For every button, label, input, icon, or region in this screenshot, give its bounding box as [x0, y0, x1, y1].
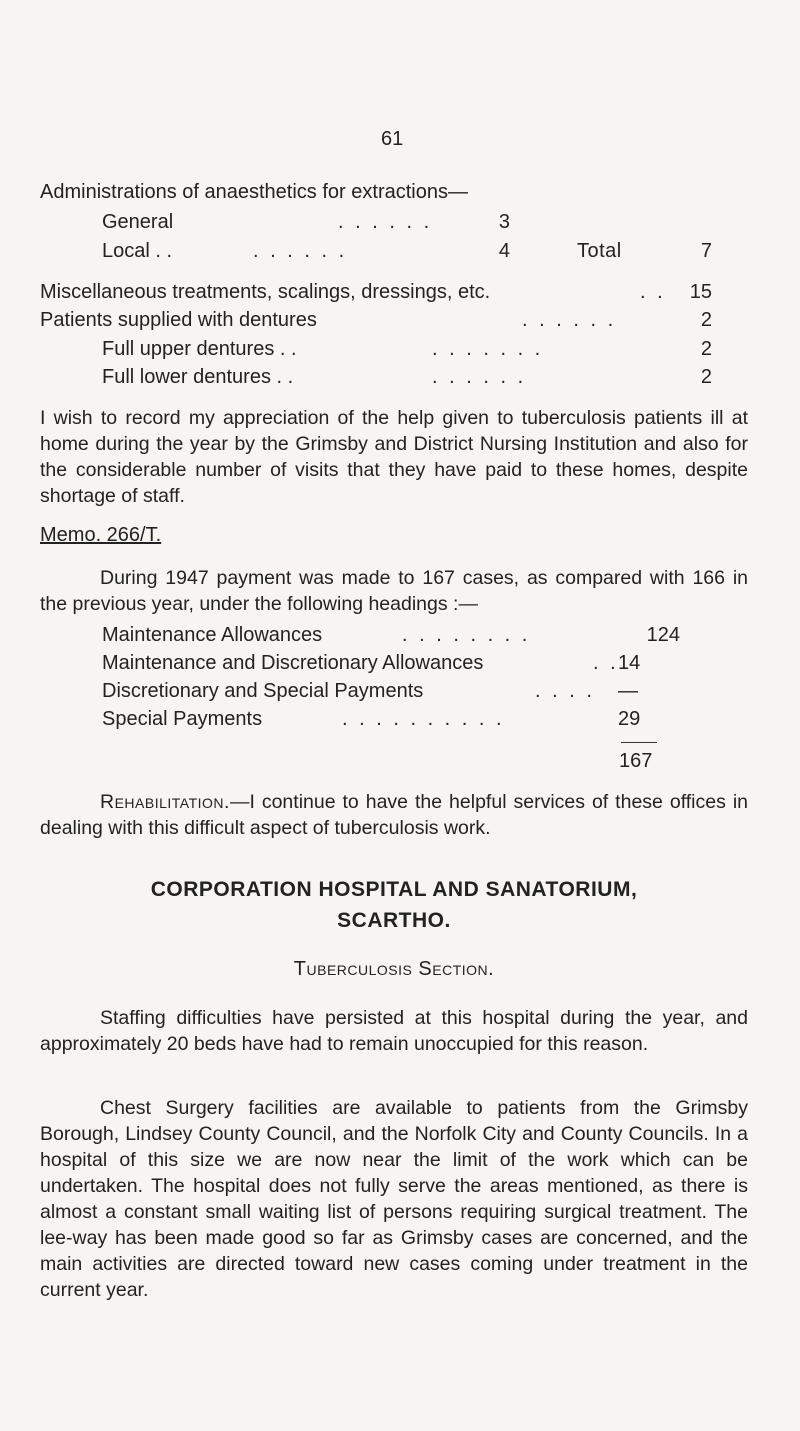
treatment-value: 2: [700, 338, 712, 360]
rehabilitation-paragraph: [40, 789, 748, 841]
total-label: Total: [577, 240, 622, 262]
treatment-dots: . . . . . . .: [432, 338, 544, 360]
treatment-value: 15: [689, 281, 712, 303]
memo-row-dots: . .: [593, 652, 619, 674]
memo-row-dots: . . . . . . . . . .: [342, 708, 505, 730]
hospital-title: CORPORATION HOSPITAL AND SANATORIUM,: [150, 878, 638, 901]
memo-row-label: Discretionary and Special Payments: [102, 680, 424, 702]
local-value: 4: [498, 240, 510, 262]
treatment-label: Patients supplied with dentures: [40, 309, 317, 331]
memo-title: Memo. 266/T.: [40, 524, 162, 546]
page-number: 61: [381, 128, 404, 150]
memo-row-value: —: [618, 680, 638, 702]
treatment-dots: . .: [640, 281, 666, 303]
memo-total: 167: [619, 750, 653, 772]
surgery-paragraph: Chest Surgery facilities are available to patients from the Grimsby Borough, Lindsey County Council, and the Norfolk City and County Councils. In a hospital of this size we are now near the limit of the work which can be undertaken. The hospital does not fully serve the areas mentioned, as there is almost a constant small waiting list of persons requiring surgical treatment. The lee-way has been made good so far as Grimsby cases are concerned, and the main activities are directed toward new cases coming under treatment in the current year.: [40, 1097, 748, 1301]
treatment-dots: . . . . . .: [522, 309, 617, 331]
treatment-value: 2: [700, 309, 712, 331]
local-dots: . . . . . .: [253, 240, 348, 262]
hospital-subtitle: SCARTHO.: [337, 909, 451, 932]
memo-row-value: 14: [618, 652, 641, 674]
memo-row-value: 29: [618, 708, 641, 730]
anaesthetics-heading: Administrations of anaesthetics for extractions—: [40, 181, 468, 203]
general-dots: . . . . . .: [338, 211, 433, 233]
total-rule: [621, 742, 657, 743]
rehabilitation-text: —I continue to have the helpful services of these offices in dealing with this difficult aspect of tuberculosis work.: [40, 791, 748, 839]
nursing-paragraph: I wish to record my appreciation of the help given to tuberculosis patients ill at home during the year by the Grimsby and District Nursing Institution and also for the considerable number of visits that they have paid to these homes, despite shortage of staff.: [40, 407, 748, 507]
local-label: Local . .: [102, 240, 173, 262]
memo-row-label: Maintenance Allowances: [102, 624, 323, 646]
treatment-value: 2: [700, 366, 712, 388]
treatment-label: Full upper dentures . .: [102, 338, 297, 360]
section-heading: Tuberculosis Section.: [293, 958, 495, 980]
treatment-dots: . . . . . .: [432, 366, 527, 388]
treatment-label: Full lower dentures . .: [102, 366, 294, 388]
treatment-label: Miscellaneous treatments, scalings, dressings, etc.: [40, 281, 491, 303]
memo-row-dots: . . . . . . . .: [402, 624, 531, 646]
memo-row-dots: . . . .: [535, 680, 595, 702]
memo-intro: During 1947 payment was made to 167 cases, as compared with 166 in the previous year, under the following headings :—: [40, 567, 748, 615]
memo-row-label: Special Payments: [102, 708, 263, 730]
staffing-paragraph: Staffing difficulties have persisted at this hospital during the year, and approximately 20 beds have had to remain unoccupied for this reason.: [40, 1007, 748, 1055]
general-label: General: [102, 211, 174, 233]
total-value: 7: [700, 240, 712, 262]
memo-row-value: 124: [646, 624, 680, 646]
general-value: 3: [498, 211, 510, 233]
rehabilitation-lead: Rehabilitation.: [100, 791, 230, 813]
memo-row-label: Maintenance and Discretionary Allowances: [102, 652, 484, 674]
